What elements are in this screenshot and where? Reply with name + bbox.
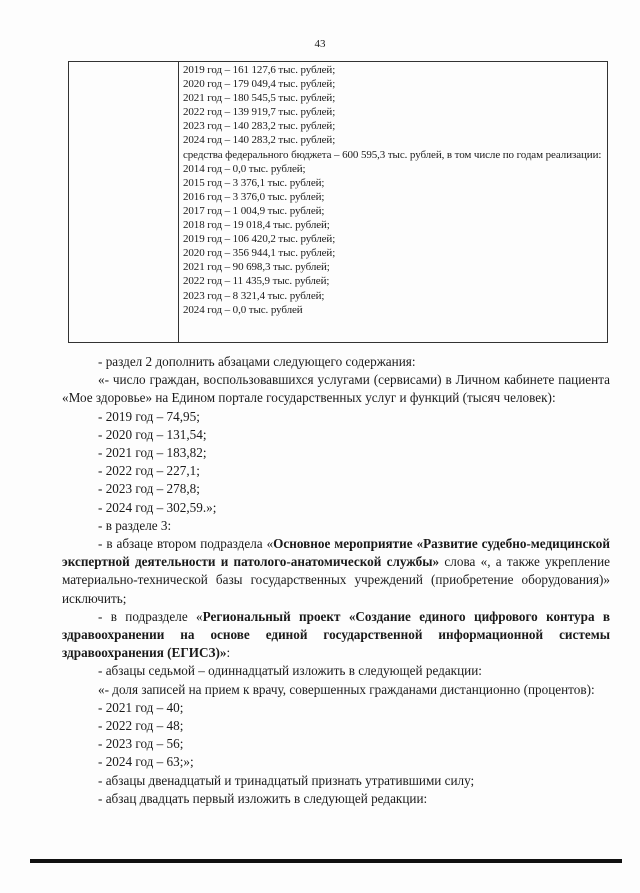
table-line: 2021 год – 180 545,5 тыс. рублей; bbox=[183, 92, 336, 105]
table-line: 2020 год – 356 944,1 тыс. рублей; bbox=[183, 247, 336, 260]
list-item: - 2021 год – 183,82; bbox=[98, 445, 207, 461]
table-line: 2020 год – 179 049,4 тыс. рублей; bbox=[183, 78, 336, 91]
list-item: - 2022 год – 227,1; bbox=[98, 463, 200, 479]
table-line: 2017 год – 1 004,9 тыс. рублей; bbox=[183, 204, 325, 217]
bold-subsection-title: Основное мероприятие «Развитие судебно-медицинской экспертной деятельности и патолого-анатомической службы» bbox=[62, 536, 610, 570]
table-line: 2018 год – 19 018,4 тыс. рублей; bbox=[183, 219, 330, 232]
list-item: - 2019 год – 74,95; bbox=[98, 408, 200, 424]
paragraph: - абзацы двенадцатый и тринадцатый признать утратившими силу; bbox=[98, 772, 475, 788]
bold-subsection-title: Региональный проект «Создание единого цифрового контура в здравоохранении на основе единой государственной информационной системы здравоохранения (ЕГИСЗ)» bbox=[62, 608, 610, 661]
paragraph bbox=[62, 535, 610, 608]
list-item: - 2022 год – 48; bbox=[98, 718, 184, 734]
document-body bbox=[62, 353, 610, 808]
table-column-divider bbox=[178, 62, 179, 342]
table-line: 2021 год – 90 698,3 тыс. рублей; bbox=[183, 261, 330, 274]
table-line: 2022 год – 139 919,7 тыс. рублей; bbox=[183, 106, 336, 119]
table-line-federal-budget: средства федерального бюджета – 600 595,3 тыс. рублей, в том числе по годам реализации: bbox=[183, 148, 602, 161]
paragraph: - в разделе 3: bbox=[98, 517, 172, 533]
list-item: - 2023 год – 278,8; bbox=[98, 481, 200, 497]
paragraph-text: слова «, а также укрепление материально-технической базы государственных учреждений (приобретение оборудования)» исключить; bbox=[62, 554, 610, 606]
list-item: - 2020 год – 131,54; bbox=[98, 426, 207, 442]
table-line: 2019 год – 106 420,2 тыс. рублей; bbox=[183, 233, 336, 246]
paragraph-text: - в подразделе « bbox=[98, 608, 203, 624]
paragraph: - абзацы седьмой – одиннадцатый изложить в следующей редакции: bbox=[98, 663, 482, 679]
table-line: 2016 год – 3 376,0 тыс. рублей; bbox=[183, 190, 325, 203]
paragraph bbox=[62, 608, 610, 663]
paragraph: «- доля записей на прием к врачу, совершенных гражданами дистанционно (процентов): bbox=[98, 681, 595, 697]
table-line: 2014 год – 0,0 тыс. рублей; bbox=[183, 162, 306, 175]
paragraph-text: : bbox=[226, 645, 231, 661]
table-line: 2019 год – 161 127,6 тыс. рублей; bbox=[183, 64, 336, 76]
paragraph: «- число граждан, воспользовавшихся услугами (сервисами) в Личном кабинете пациента «Мое здоровье» на Едином портале государственных услуг и функций (тысяч человек): bbox=[62, 372, 610, 406]
footer-rule bbox=[30, 859, 622, 863]
budget-table bbox=[68, 61, 608, 343]
table-line: 2015 год – 3 376,1 тыс. рублей; bbox=[183, 176, 325, 189]
paragraph: - раздел 2 дополнить абзацами следующего содержания: bbox=[98, 354, 416, 369]
list-item: - 2021 год – 40; bbox=[98, 699, 184, 715]
table-line: 2023 год – 8 321,4 тыс. рублей; bbox=[183, 289, 325, 302]
table-line: 2024 год – 140 283,2 тыс. рублей; bbox=[183, 134, 336, 147]
page-number: 43 bbox=[314, 38, 326, 50]
table-line: 2024 год – 0,0 тыс. рублей bbox=[183, 303, 303, 316]
table-line: 2023 год – 140 283,2 тыс. рублей; bbox=[183, 120, 336, 133]
paragraph-text: - в абзаце втором подраздела « bbox=[98, 536, 274, 552]
list-item: - 2024 год – 302,59.»; bbox=[98, 499, 217, 515]
table-line: 2022 год – 11 435,9 тыс. рублей; bbox=[183, 275, 330, 288]
paragraph: - абзац двадцать первый изложить в следующей редакции: bbox=[98, 790, 428, 806]
list-item: - 2023 год – 56; bbox=[98, 736, 184, 752]
funding-cell bbox=[183, 63, 603, 317]
list-item: - 2024 год – 63;»; bbox=[98, 754, 194, 770]
